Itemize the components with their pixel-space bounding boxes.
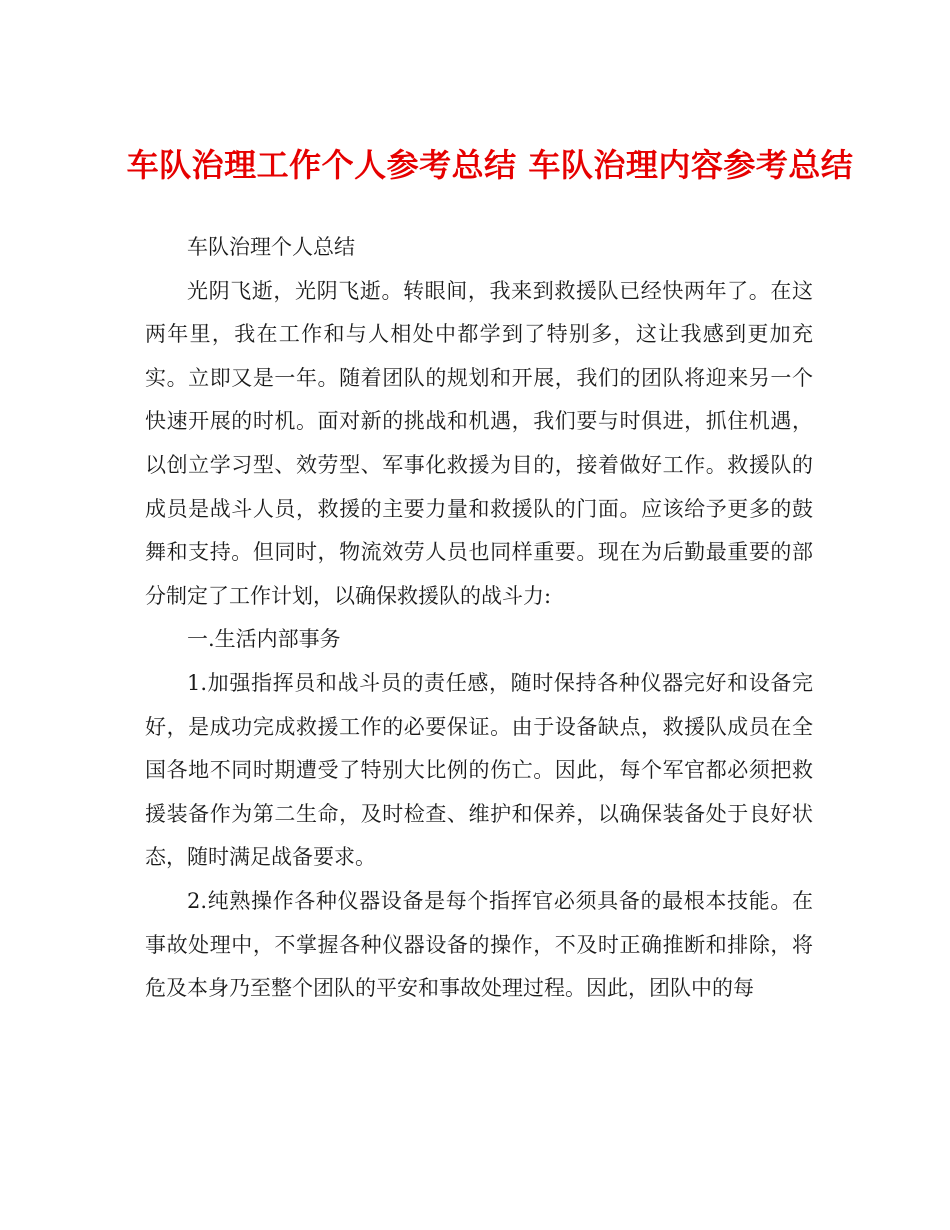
paragraph-intro: 光阴飞逝，光阴飞逝。转眼间，我来到救援队已经快两年了。在这两年里，我在工作和与人相处中都学到了特别多，这让我感到更加充实。立即又是一年。随着团队的规划和开展，我们的团队将迎来另一个快速开展的时机。面对新的挑战和机遇，我们要与时俱进，抓住机遇，以创立学习型、效劳型、军事化救援为目的，接着做好工作。救援队的成员是战斗人员，救援的主要力量和救援队的门面。应该给予更多的鼓舞和支持。但同时，物流效劳人员也同样重要。现在为后勤最重要的部分制定了工作计划，以确保救援队的战斗力: [145,278,813,608]
paragraph-item-1: 1.加强指挥员和战斗员的责任感，随时保持各种仪器完好和设备完好，是成功完成救援工作的必要保证。由于设备缺点，救援队成员在全国各地不同时期遭受了特别大比例的伤亡。因此，每个军官都必须把救援装备作为第二生命，及时检查、维护和保养，以确保装备处于良好状态，随时满足战备要求。 [145,670,813,870]
paragraph-item-2: 2.纯熟操作各种仪器设备是每个指挥官必须具备的最根本技能。在事故处理中，不掌握各种仪器设备的操作，不及时正确推断和排除，将危及本身乃至整个团队的平安和事故处理过程。因此，团队中的每 [145,888,813,1001]
document-body [145,226,813,1011]
section-heading: 一.生活内部事务 [187,627,341,652]
document-title: 车队治理工作个人参考总结 车队治理内容参考总结 [126,146,854,185]
section-subtitle: 车队治理个人总结 [187,235,355,259]
